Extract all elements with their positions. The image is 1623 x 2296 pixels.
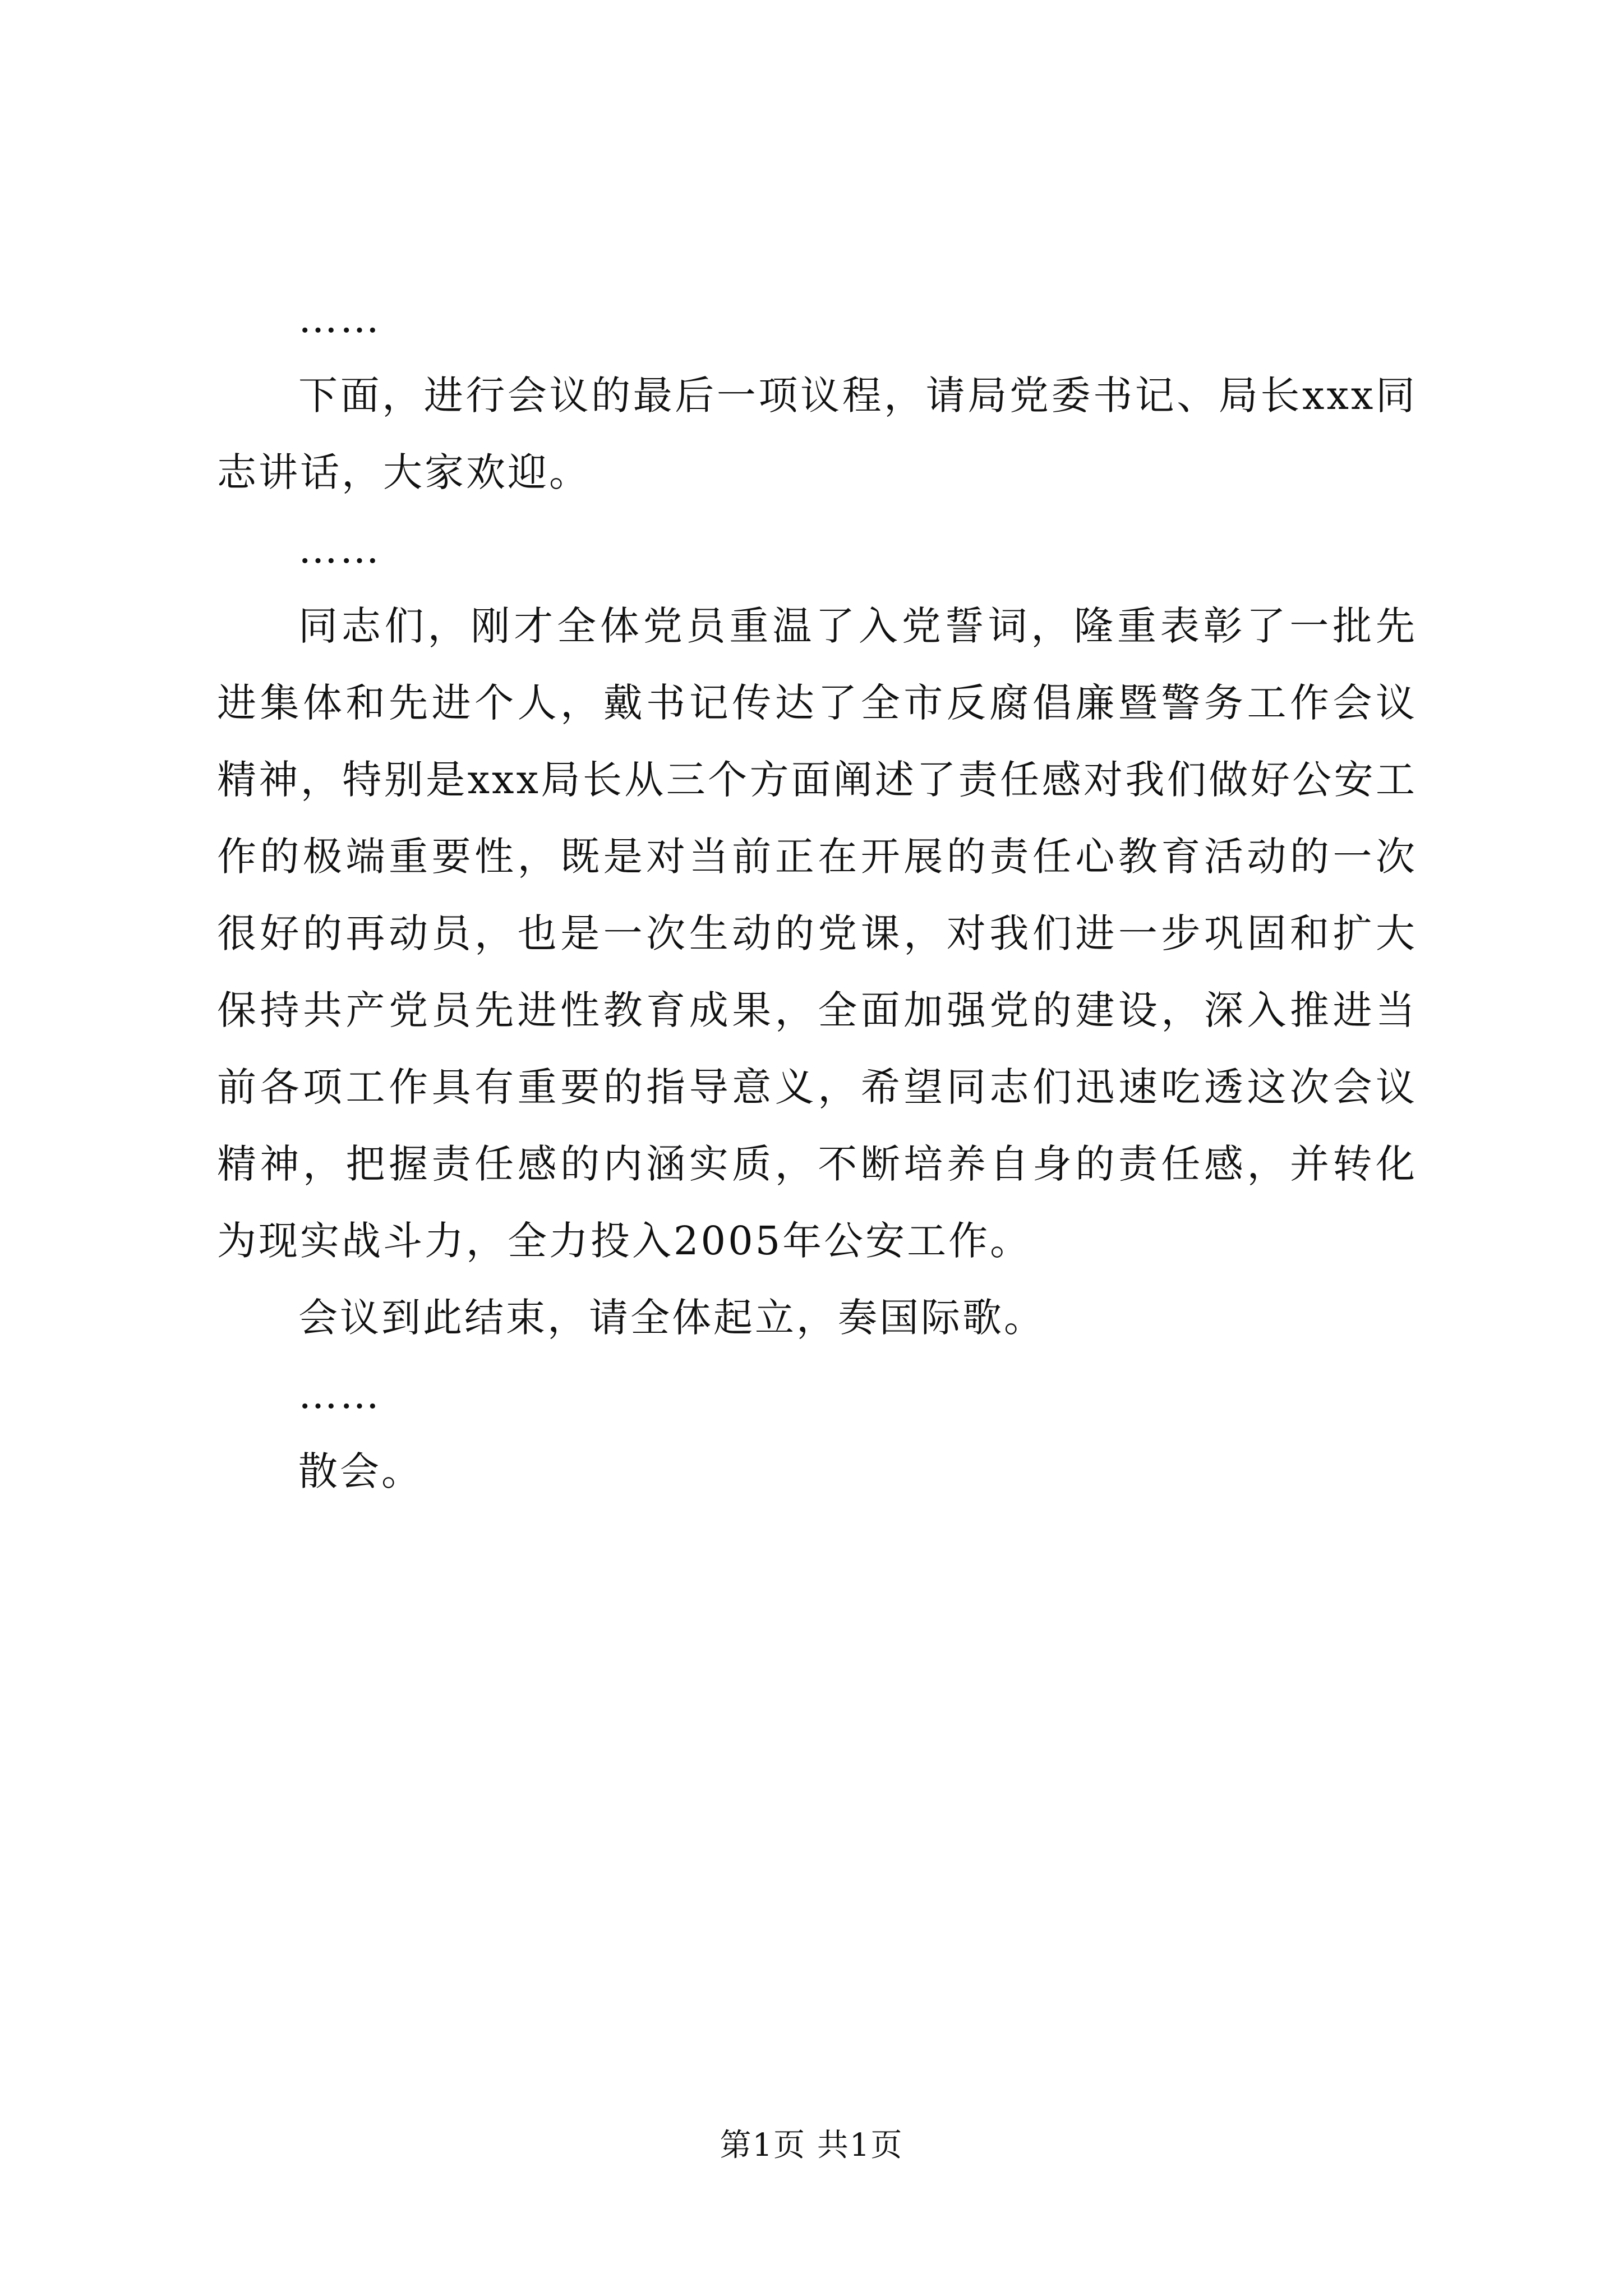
closing-paragraph: 会议到此结束，请全体起立，奏国际歌。 xyxy=(298,1295,1045,1341)
ellipsis-paragraph: …… xyxy=(298,296,381,342)
page-footer: 第1页 共1页 xyxy=(720,2127,903,2164)
speech-paragraph: 同志们，刚才全体党员重温了入党誓词，隆重表彰了一批先进集体和先进个人，戴书记传达了全市反腐倡廉暨警务工作会议精神，特别是xxx局长从三个方面阐述了责任感对我们做好公安工作的极端重要性，既是对当前正在开展的责任心教育活动的一次很好的再动员，也是一次生动的党课，对我们进一步巩固和扩大保持共产党员先进性教育成果，全面加强党的建设，深入推进当前各项工作具有重要的指导意义，希望同志们迅速吃透这次会议精神，把握责任感的内涵实质，不断培养自身的责任感，并转化为现实战斗力，全力投入2005年公安工作。 xyxy=(217,603,1417,1264)
adjourn-paragraph: 散会。 xyxy=(298,1448,423,1494)
document-body xyxy=(217,280,1417,1510)
ellipsis-paragraph: …… xyxy=(298,526,381,572)
ellipsis-paragraph: …… xyxy=(298,1372,381,1418)
agenda-paragraph: 下面，进行会议的最后一项议程，请局党委书记、局长xxx同志讲话，大家欢迎。 xyxy=(217,372,1417,495)
